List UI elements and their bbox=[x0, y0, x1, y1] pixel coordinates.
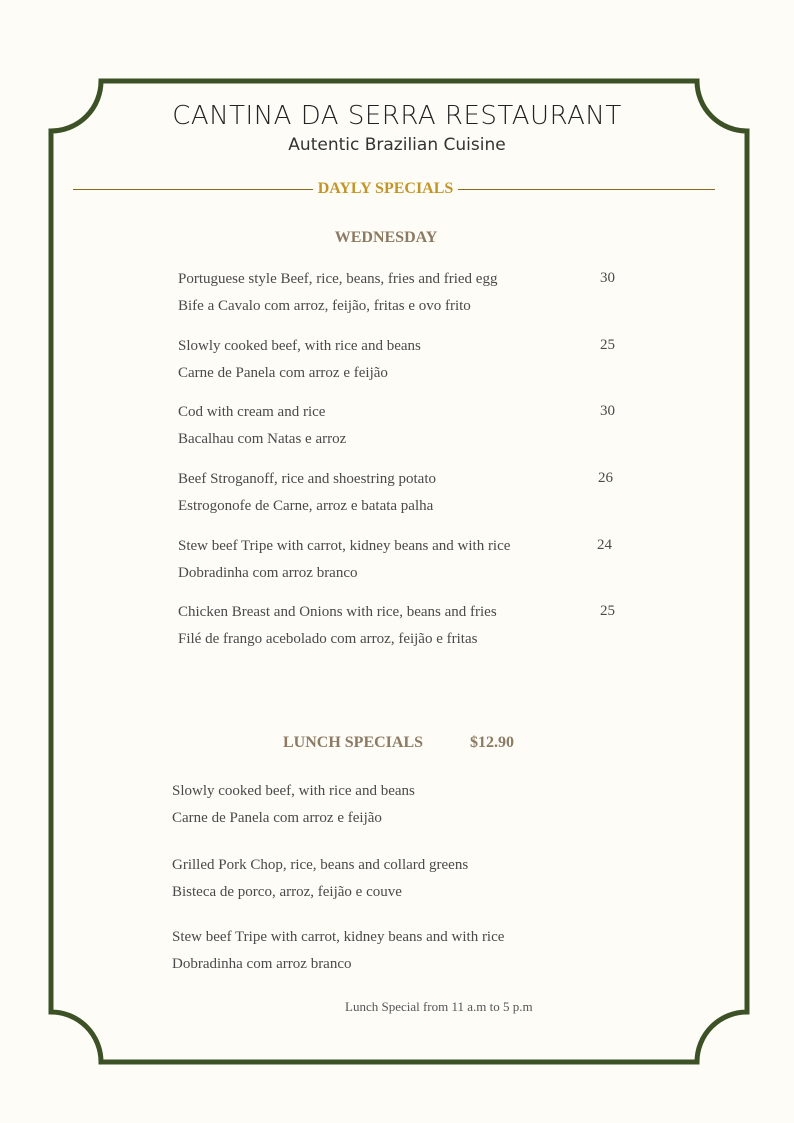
restaurant-name: CANTINA DA SERRA RESTAURANT bbox=[172, 101, 622, 131]
daily-specials-heading: DAYLY SPECIALS bbox=[317, 180, 454, 197]
lunch-menu-item bbox=[172, 856, 622, 910]
item-price: 25 bbox=[600, 603, 615, 619]
item-name-english: Slowly cooked beef, with rice and beans bbox=[178, 338, 421, 354]
lunch-menu-item bbox=[172, 928, 622, 982]
item-name-english: Beef Stroganoff, rice and shoestring potato bbox=[178, 471, 436, 487]
daily-menu-item bbox=[178, 603, 628, 657]
daily-menu-item bbox=[178, 270, 628, 324]
daily-menu-item bbox=[178, 537, 628, 591]
item-name-portuguese: Carne de Panela com arroz e feijão bbox=[178, 365, 388, 381]
restaurant-tagline: Autentic Brazilian Cuisine bbox=[288, 135, 506, 155]
item-name-english: Chicken Breast and Onions with rice, beans and fries bbox=[178, 604, 497, 620]
daily-menu-item bbox=[178, 403, 628, 457]
daily-menu-item bbox=[178, 337, 628, 391]
item-price: 25 bbox=[600, 337, 615, 353]
item-name-portuguese: Dobradinha com arroz branco bbox=[178, 565, 358, 581]
day-heading: WEDNESDAY bbox=[334, 229, 438, 246]
lunch-hours-note: Lunch Special from 11 a.m to 5 p.m bbox=[345, 999, 533, 1014]
lunch-specials-heading: LUNCH SPECIALS bbox=[283, 734, 424, 751]
divider-right bbox=[458, 189, 715, 190]
item-name-portuguese: Bacalhau com Natas e arroz bbox=[178, 431, 347, 447]
item-name-portuguese: Bife a Cavalo com arroz, feijão, fritas e ovo frito bbox=[178, 298, 471, 314]
item-name-portuguese: Estrogonofe de Carne, arroz e batata palha bbox=[178, 498, 434, 514]
item-price: 26 bbox=[598, 470, 613, 486]
item-price: 24 bbox=[597, 537, 612, 553]
divider-left bbox=[73, 189, 313, 190]
lunch-specials-price: $12.90 bbox=[470, 734, 514, 751]
item-name-english: Grilled Pork Chop, rice, beans and collard greens bbox=[172, 857, 469, 873]
item-name-portuguese: Filé de frango acebolado com arroz, feijão e fritas bbox=[178, 631, 478, 647]
item-price: 30 bbox=[600, 403, 615, 419]
item-name-portuguese: Dobradinha com arroz branco bbox=[172, 956, 352, 972]
item-name-english: Portuguese style Beef, rice, beans, fries and fried egg bbox=[178, 271, 498, 287]
item-name-english: Stew beef Tripe with carrot, kidney beans and with rice bbox=[172, 929, 505, 945]
item-name-portuguese: Bisteca de porco, arroz, feijão e couve bbox=[172, 884, 402, 900]
daily-menu-item bbox=[178, 470, 628, 524]
item-name-english: Slowly cooked beef, with rice and beans bbox=[172, 783, 415, 799]
item-name-english: Cod with cream and rice bbox=[178, 404, 326, 420]
lunch-menu-item bbox=[172, 782, 622, 836]
item-price: 30 bbox=[600, 270, 615, 286]
item-name-english: Stew beef Tripe with carrot, kidney beans and with rice bbox=[178, 538, 511, 554]
item-name-portuguese: Carne de Panela com arroz e feijão bbox=[172, 810, 382, 826]
